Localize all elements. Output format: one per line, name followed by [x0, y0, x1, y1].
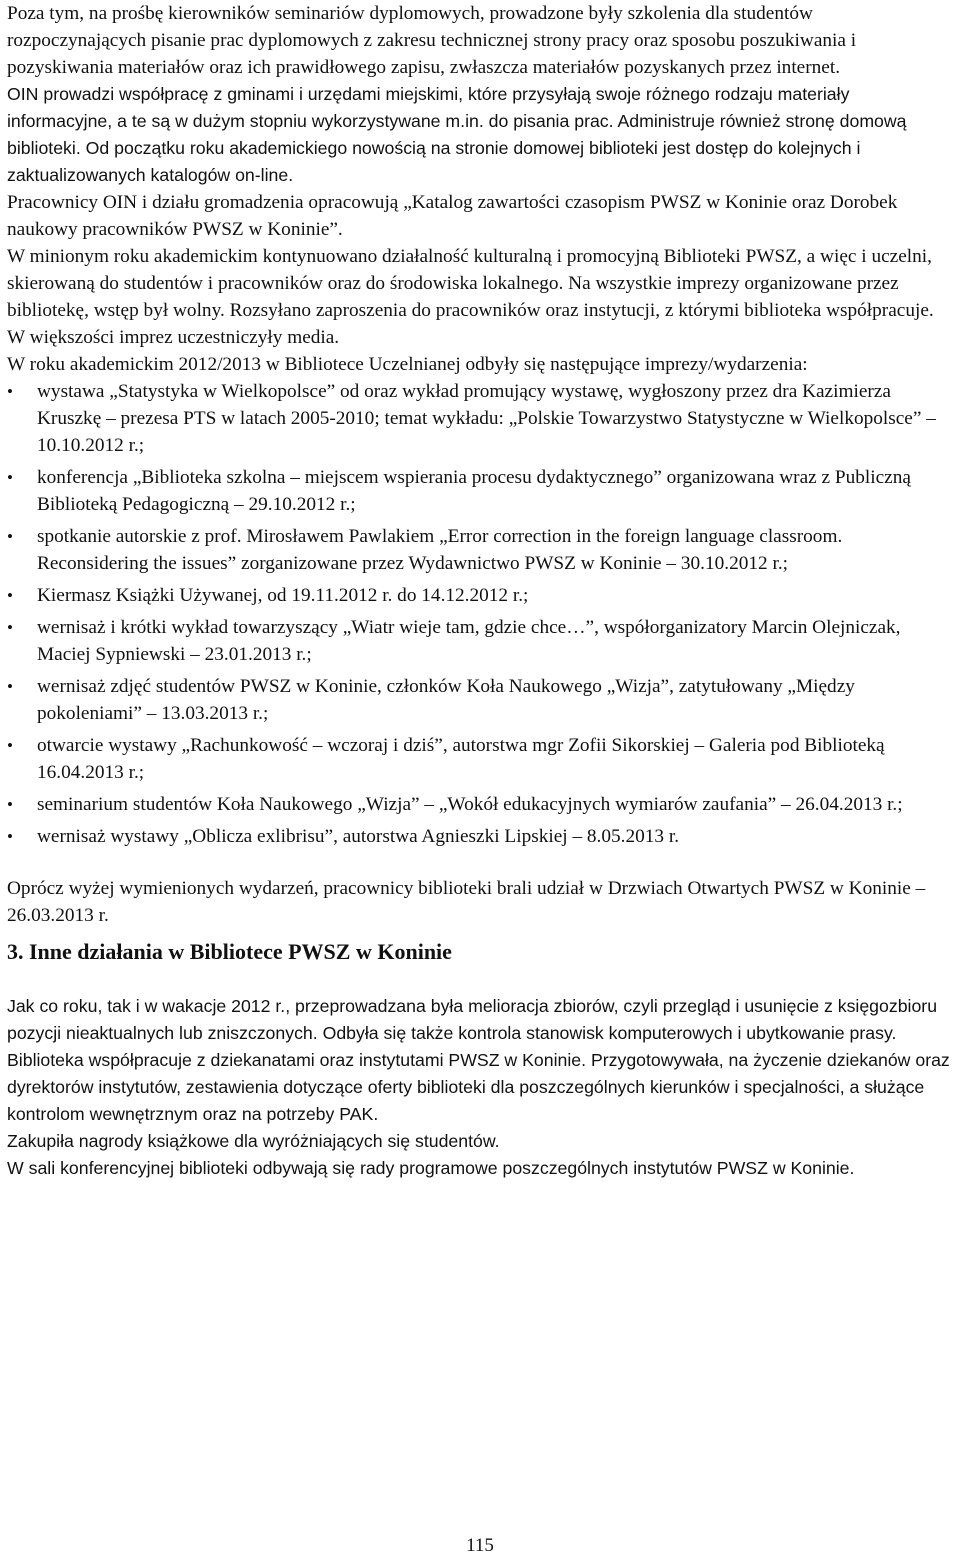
list-item [7, 464, 953, 518]
spacer [7, 967, 953, 993]
bullet-icon: • [7, 382, 13, 401]
list-item [7, 523, 953, 577]
section-heading: 3. Inne działania w Bibliotece PWSZ w Koninie [7, 939, 452, 964]
paragraph-events-intro: W roku akademickim 2012/2013 w Bibliotece Uczelnianej odbyły się następujące imprezy/wydarzenia: [7, 354, 808, 375]
bullet-icon: • [7, 586, 13, 605]
bullet-icon: • [7, 468, 13, 487]
paragraph-cultural-activity: W minionym roku akademickim kontynuowano działalność kulturalną i promocyjną Biblioteki PWSZ, a więc i uczelni, skierowaną do studentów i pracowników oraz do środowiska lokalnego. Na wszystkie imprezy organizowane przez bibliotekę, wstęp był wolny. Rozsyłano zaproszenia do pracowników oraz instytucji, z którymi biblioteka współpracuje. W większości imprez uczestniczyły media. [7, 246, 934, 348]
document-page [7, 0, 953, 1182]
bullet-icon: • [7, 795, 13, 814]
list-item [7, 732, 953, 786]
list-item [7, 614, 953, 668]
main-block [7, 189, 953, 993]
event-text: seminarium studentów Koła Naukowego „Wizja” – „Wokół edukacyjnych wymiarów zaufania” – 26.04.2013 r.; [37, 794, 903, 815]
paragraph-open-day: Oprócz wyżej wymienionych wydarzeń, pracownicy biblioteki brali udział w Drzwiach Otwartych PWSZ w Koninie – 26.03.2013 r. [7, 878, 926, 926]
event-text: konferencja „Biblioteka szkolna – miejscem wspierania procesu dydaktycznego” organizowana wraz z Publiczną Biblioteką Pedagogiczną – 29.10.2012 r.; [37, 467, 911, 515]
section3-block [7, 993, 953, 1182]
list-item [7, 791, 953, 818]
intro-block [7, 0, 953, 81]
events-list [7, 378, 953, 850]
list-item [7, 378, 953, 459]
paragraph-awards: Zakupiła nagrody książkowe dla wyróżniających się studentów. [7, 1131, 500, 1151]
event-text: spotkanie autorskie z prof. Mirosławem Pawlakiem „Error correction in the foreign language classroom. Reconsidering the issues” zorganizowane przez Wydawnictwo PWSZ w Koninie – 30.10.2012 r.; [37, 526, 843, 574]
event-text: wystawa „Statystyka w Wielkopolsce” od oraz wykład promujący wystawę, wygłoszony przez dra Kazimierza Kruszkę – prezesa PTS w latach 2005-2010; temat wykładu: „Polskie Towarzystwo Statystyczne w Wielkopolsce” – 10.10.2012 r.; [37, 381, 936, 456]
paragraph-training: Poza tym, na prośbę kierowników seminariów dyplomowych, prowadzone były szkolenia dla studentów rozpoczynających pisanie prac dyplomowych z zakresu technicznej strony pracy oraz sposobu poszukiwania i pozyskiwania materiałów oraz ich prawidłowego zapisu, zwłaszcza materiałów pozyskanych przez internet. [7, 3, 857, 78]
bullet-icon: • [7, 736, 13, 755]
spacer [7, 855, 953, 875]
event-text: wernisaż zdjęć studentów PWSZ w Koninie, członków Koła Naukowego „Wizja”, zatytułowany „Między pokoleniami” – 13.03.2013 r.; [37, 676, 855, 724]
paragraph-oin-cooperation: OIN prowadzi współpracę z gminami i urzędami miejskimi, które przysyłają swoje różnego rodzaju materiały informacyjne, a te są w dużym stopniu wykorzystywane m.in. do pisania prac. Administruje również stronę domową biblioteki. Od początku roku akademickiego nowością na stronie domowej biblioteki jest dostęp do kolejnych i zaktualizowanych katalogów on-line. [7, 84, 907, 185]
bullet-icon: • [7, 677, 13, 696]
event-text: wernisaż i krótki wykład towarzyszący „Wiatr wieje tam, gdzie chce…”, współorganizatory Marcin Olejniczak, Maciej Sypniewski – 23.01.2013 r.; [37, 617, 901, 665]
paragraph-catalog: Pracownicy OIN i działu gromadzenia opracowują „Katalog zawartości czasopism PWSZ w Koninie oraz Dorobek naukowy pracowników PWSZ w Koninie”. [7, 192, 898, 240]
list-item [7, 823, 953, 850]
event-text: wernisaż wystawy „Oblicza exlibrisu”, autorstwa Agnieszki Lipskiej – 8.05.2013 r. [37, 826, 680, 847]
event-text: Kiermasz Książki Używanej, od 19.11.2012 r. do 14.12.2012 r.; [37, 585, 529, 606]
paragraph-collection-review: Jak co roku, tak i w wakacje 2012 r., przeprowadzana była melioracja zbiorów, czyli przegląd i usunięcie z księgozbioru pozycji nieaktualnych lub zniszczonych. Odbyła się także kontrola stanowisk komputerowych i ubytkowanie prasy. [7, 996, 938, 1043]
list-item [7, 673, 953, 727]
paragraph-conference-room: W sali konferencyjnej biblioteki odbywają się rady programowe poszczególnych instytutów PWSZ w Koninie. [7, 1158, 855, 1178]
event-text: otwarcie wystawy „Rachunkowość – wczoraj i dziś”, autorstwa mgr Zofii Sikorskiej – Galeria pod Biblioteką 16.04.2013 r.; [37, 735, 885, 783]
paragraph-faculty-cooperation: Biblioteka współpracuje z dziekanatami oraz instytutami PWSZ w Koninie. Przygotowywała, na życzenie dziekanów oraz dyrektorów instytutów, zestawienia dotyczące oferty biblioteki dla poszczególnych kierunków i specjalności, a służące kontrolom wewnętrznym oraz na potrzeby PAK. [7, 1050, 950, 1124]
bullet-icon: • [7, 827, 13, 846]
bullet-icon: • [7, 527, 13, 546]
page-number: 115 [466, 1535, 494, 1556]
bullet-icon: • [7, 618, 13, 637]
oin-block [7, 81, 953, 189]
list-item [7, 582, 953, 609]
